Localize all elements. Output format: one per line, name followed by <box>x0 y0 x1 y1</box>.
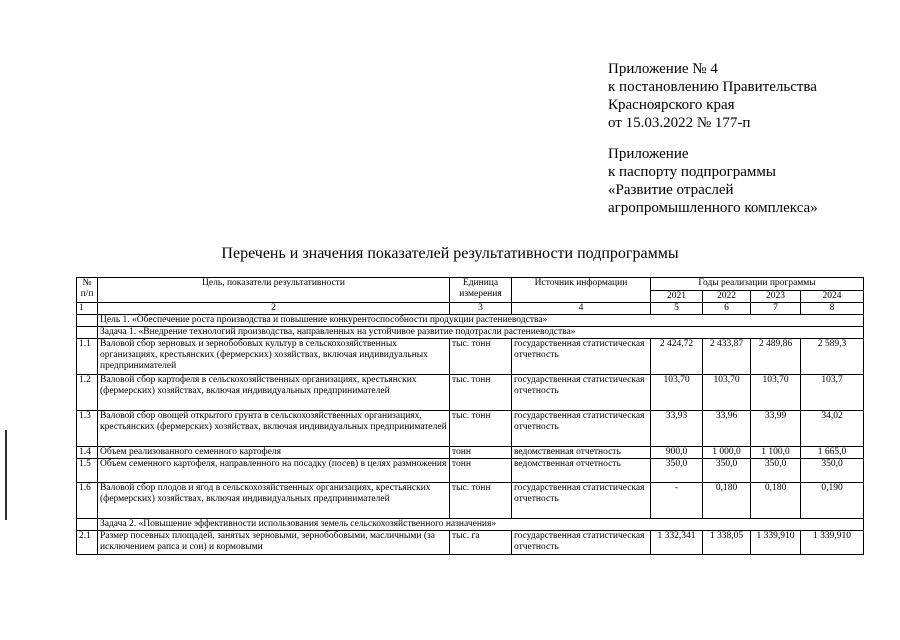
header-years-group: Годы реализации программы <box>651 278 864 291</box>
row-value-2022: 0,180 <box>703 483 751 519</box>
row-value-2022: 2 433,87 <box>703 339 751 375</box>
column-number: 1 <box>77 303 98 315</box>
row-value-2024: 34,02 <box>801 411 864 447</box>
column-number: 5 <box>651 303 703 315</box>
row-value-2021: 900,0 <box>651 447 703 459</box>
row-source: ведомственная отчетность <box>512 459 651 483</box>
task-text: Задача 2. «Повышение эффективности использования земель сельскохозяйственного назначения» <box>98 519 864 531</box>
header-unit-line-2: измерения <box>459 289 502 299</box>
row-value-2021: 103,70 <box>651 375 703 411</box>
indicators-table <box>76 277 864 555</box>
row-num: 1.3 <box>77 411 98 447</box>
column-number: 7 <box>751 303 801 315</box>
row-value-2023: 1 100,0 <box>751 447 801 459</box>
row-indicator: Валовой сбор картофеля в сельскохозяйственных организациях, крестьянских (фермерских) хозяйствах, включая индивидуальных предпринимателей <box>98 375 450 411</box>
row-unit: тонн <box>450 459 512 483</box>
row-value-2021: 2 424,72 <box>651 339 703 375</box>
row-unit: тыс. га <box>450 531 512 555</box>
row-value-2023: 0,180 <box>751 483 801 519</box>
task-row <box>77 327 864 339</box>
row-value-2024: 2 589,3 <box>801 339 864 375</box>
table-row <box>77 411 864 447</box>
column-number-row <box>77 303 864 315</box>
row-source: государственная статистическая отчетность <box>512 375 651 411</box>
row-value-2022: 350,0 <box>703 459 751 483</box>
row-value-2024: 1 339,910 <box>801 531 864 555</box>
row-value-2024: 350,0 <box>801 459 864 483</box>
row-source: государственная статистическая отчетность <box>512 531 651 555</box>
appendix-block-sub <box>608 145 818 217</box>
header-unit <box>450 278 512 303</box>
row-indicator: Объем реализованного семенного картофеля <box>98 447 450 459</box>
scan-edge-mark <box>5 430 7 520</box>
header-num <box>77 278 98 303</box>
row-source: государственная статистическая отчетность <box>512 483 651 519</box>
row-unit: тыс. тонн <box>450 483 512 519</box>
row-value-2022: 103,70 <box>703 375 751 411</box>
column-number: 3 <box>450 303 512 315</box>
task-row <box>77 519 864 531</box>
table-row <box>77 531 864 555</box>
appendix-sub-line-1: Приложение <box>608 146 689 162</box>
row-source: ведомственная отчетность <box>512 447 651 459</box>
empty-cell <box>77 327 98 339</box>
goal-text: Цель 1. «Обеспечение роста производства и повышение конкурентоспособности продукции растениеводства» <box>98 315 864 327</box>
appendix-block-main <box>608 60 817 132</box>
appendix-sub-line-2: к паспорту подпрограммы <box>608 164 776 180</box>
goal-row <box>77 315 864 327</box>
row-value-2022: 1 338,05 <box>703 531 751 555</box>
row-value-2023: 1 339,910 <box>751 531 801 555</box>
header-source: Источник информации <box>512 278 651 303</box>
column-number: 8 <box>801 303 864 315</box>
table-row <box>77 339 864 375</box>
header-year: 2024 <box>801 291 864 303</box>
row-num: 2.1 <box>77 531 98 555</box>
document-title: Перечень и значения показателей результативности подпрограммы <box>221 245 679 262</box>
row-value-2021: 33,93 <box>651 411 703 447</box>
column-number: 4 <box>512 303 651 315</box>
row-unit: тыс. тонн <box>450 411 512 447</box>
row-value-2022: 33,96 <box>703 411 751 447</box>
row-indicator: Размер посевных площадей, занятых зерновыми, зернобобовыми, масличными (за исключением рапса и сои) и кормовыми <box>98 531 450 555</box>
row-unit: тыс. тонн <box>450 339 512 375</box>
row-num: 1.2 <box>77 375 98 411</box>
row-value-2023: 350,0 <box>751 459 801 483</box>
row-indicator: Валовой сбор овощей открытого грунта в сельскохозяйственных организациях, крестьянских (фермерских) хозяйствах, включая индивидуальных предпринимателей <box>98 411 450 447</box>
row-unit: тонн <box>450 447 512 459</box>
row-unit: тыс. тонн <box>450 375 512 411</box>
appendix-sub-line-3: «Развитие отраслей <box>608 182 734 198</box>
row-source: государственная статистическая отчетность <box>512 411 651 447</box>
task-text: Задача 1. «Внедрение технологий производства, направленных на устойчивое развитие подотрасли растениеводства» <box>98 327 864 339</box>
appendix-main-line-4: от 15.03.2022 № 177-п <box>608 115 751 131</box>
row-value-2024: 1 665,0 <box>801 447 864 459</box>
table-row <box>77 447 864 459</box>
header-num-line-1: № <box>82 278 92 288</box>
row-indicator: Валовой сбор плодов и ягод в сельскохозяйственных организациях, крестьянских (фермерских) хозяйствах, включая индивидуальных предпринимателей <box>98 483 450 519</box>
row-source: государственная статистическая отчетность <box>512 339 651 375</box>
row-value-2021: 1 332,341 <box>651 531 703 555</box>
row-value-2023: 33,99 <box>751 411 801 447</box>
row-indicator: Валовой сбор зерновых и зернобобовых культур в сельскохозяйственных организациях, крестьянских (фермерских) хозяйствах, включая индивидуальных предпринимателей <box>98 339 450 375</box>
column-number: 2 <box>98 303 450 315</box>
row-num: 1.5 <box>77 459 98 483</box>
appendix-sub-line-4: агропромышленного комплекса» <box>608 200 818 216</box>
row-value-2022: 1 000,0 <box>703 447 751 459</box>
row-value-2023: 2 489,86 <box>751 339 801 375</box>
row-value-2021: 350,0 <box>651 459 703 483</box>
row-indicator: Объем семенного картофеля, направленного на посадку (посев) в целях размножения <box>98 459 450 483</box>
table-row <box>77 375 864 411</box>
header-year: 2021 <box>651 291 703 303</box>
row-value-2021: - <box>651 483 703 519</box>
empty-cell <box>77 315 98 327</box>
row-num: 1.6 <box>77 483 98 519</box>
row-value-2024: 103,7 <box>801 375 864 411</box>
table-row <box>77 483 864 519</box>
column-number: 6 <box>703 303 751 315</box>
row-value-2023: 103,70 <box>751 375 801 411</box>
header-unit-line-1: Единица <box>462 278 499 288</box>
row-num: 1.4 <box>77 447 98 459</box>
header-goal: Цель, показатели результативности <box>98 278 450 303</box>
empty-cell <box>77 519 98 531</box>
appendix-main-line-1: Приложение № 4 <box>608 61 718 77</box>
appendix-main-line-2: к постановлению Правительства <box>608 79 817 95</box>
header-num-line-2: п/п <box>80 289 94 299</box>
header-year: 2023 <box>751 291 801 303</box>
row-num: 1.1 <box>77 339 98 375</box>
header-year: 2022 <box>703 291 751 303</box>
table-row <box>77 459 864 483</box>
row-value-2024: 0,190 <box>801 483 864 519</box>
appendix-main-line-3: Красноярского края <box>608 97 735 113</box>
